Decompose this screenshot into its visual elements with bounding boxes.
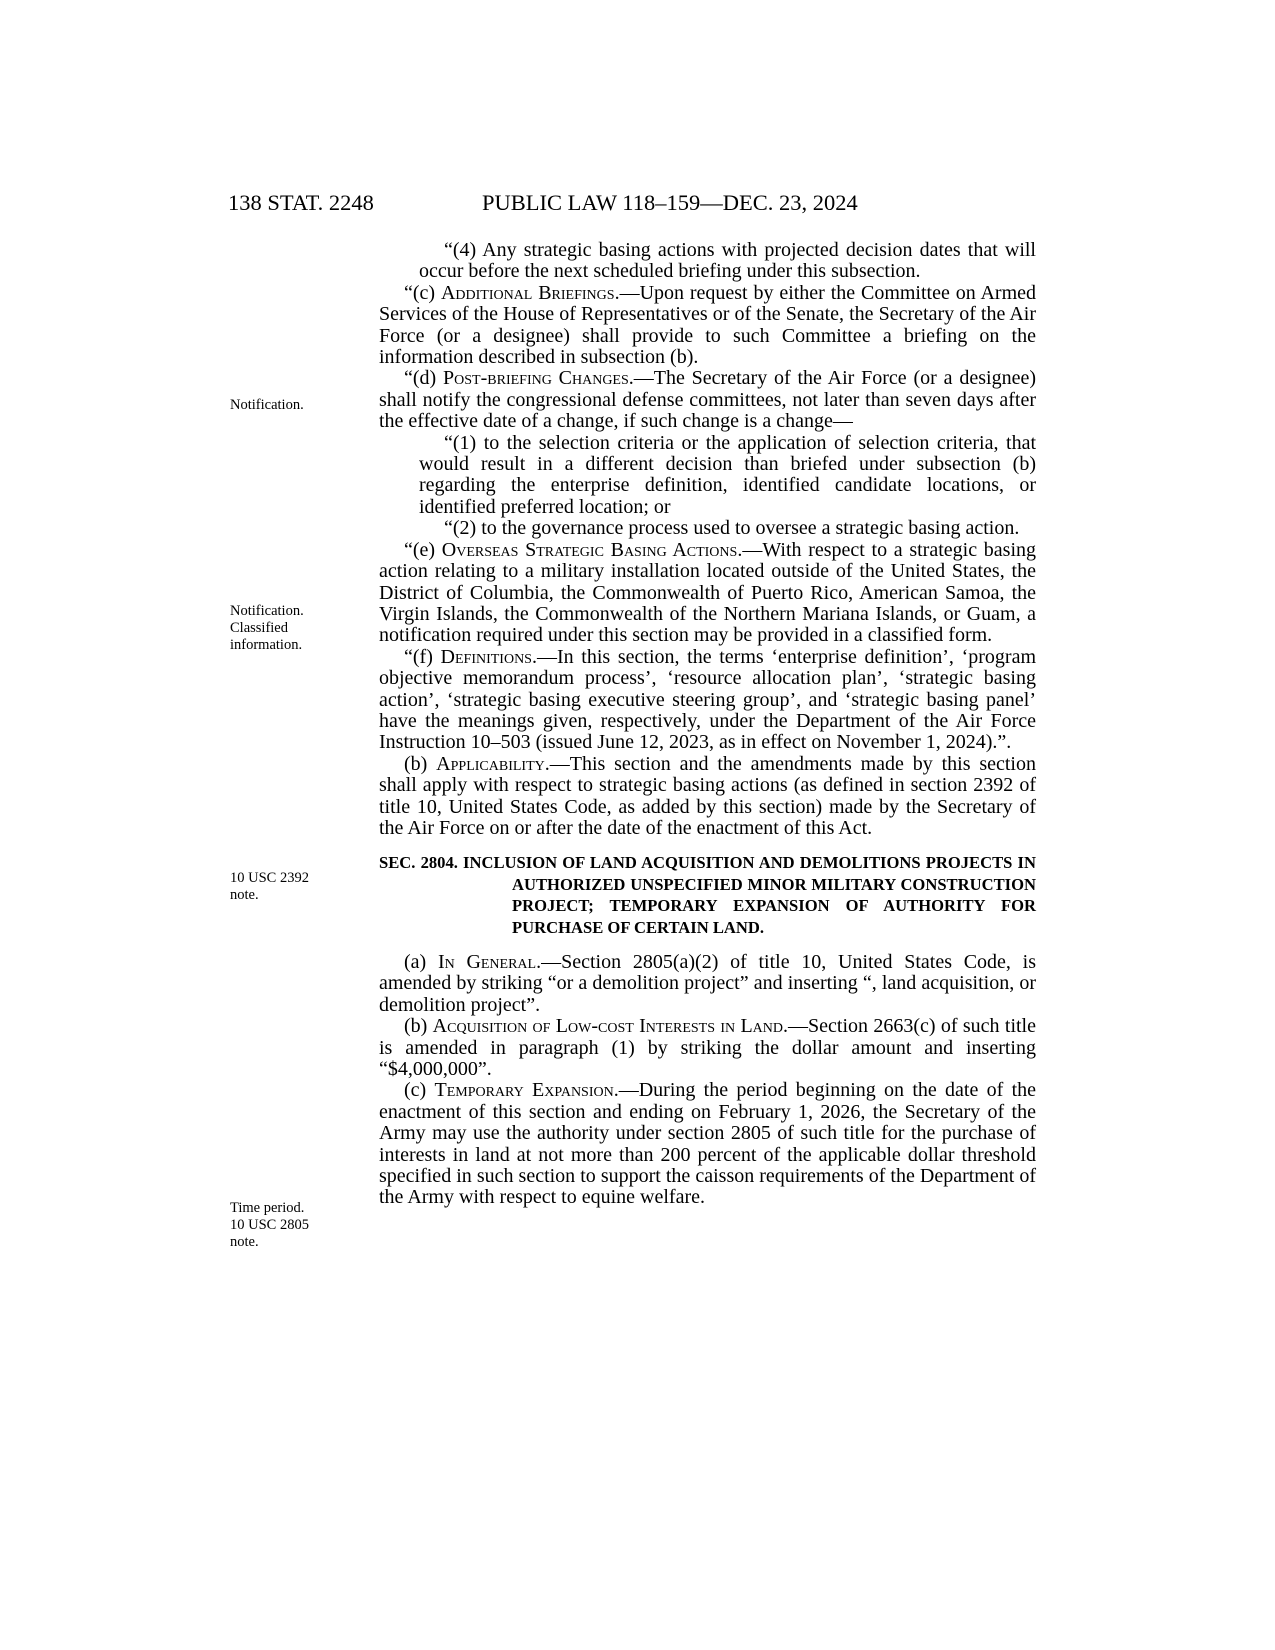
subsection-b-heading: Applicability bbox=[436, 752, 545, 775]
sec-2804-a-text: .—Section 2805(a)(2) of title 10, United States Code, is amended by striking “or a demolition project” and inserting “, land acquisition, or demolition project”. bbox=[379, 951, 1036, 1016]
sec-2804-b-prefix: (b) bbox=[404, 1015, 433, 1038]
sec-2804-a-prefix: (a) bbox=[404, 951, 438, 973]
margin-note-text: 10 USC 2805 bbox=[230, 1217, 309, 1233]
sec-2804-subsection-b bbox=[379, 1016, 1036, 1080]
margin-note-text: note. bbox=[230, 1234, 259, 1250]
subsection-f-text: .—In this section, the terms ‘enterprise definition’, ‘program objective memorandum process’, ‘resource allocation plan’, ‘strategic basing action’, ‘strategic basing executive steering group’, and ‘strategic basing panel’ have the meanings given, respectively, under the Department of the Air Force Instruction 10–503 (issued June 12, 2023, as in effect on November 1, 2024).”. bbox=[379, 645, 1037, 754]
running-title: PUBLIC LAW 118–159—DEC. 23, 2024 bbox=[482, 190, 858, 215]
sec-2804-c-prefix: (c) bbox=[404, 1079, 435, 1102]
margin-note-time-period bbox=[230, 1200, 350, 1251]
subsection-d-prefix: “(d) bbox=[404, 367, 444, 390]
subsection-f-prefix: “(f) bbox=[404, 645, 441, 668]
subsection-e-heading: Overseas Strategic Basing Actions bbox=[441, 538, 738, 561]
subsection-c-prefix: “(c) bbox=[404, 281, 441, 304]
sec-2804-b-text: .—Section 2663(c) of such title is amended in paragraph (1) by striking the dollar amount and inserting “$4,000,000”. bbox=[379, 1015, 1036, 1081]
margin-note-text: information. bbox=[230, 637, 303, 653]
section-2804-heading: SEC. 2804. INCLUSION OF LAND ACQUISITION AND DEMOLITIONS PROJECTS IN AUTHORIZED UNSPECIFIED MINOR MILITARY CONSTRUCTION PROJECT; TEMPORARY EXPANSION OF AUTHORITY FOR PURCHASE OF CERTAIN LAND. bbox=[379, 853, 1036, 937]
sec-2804-c-text: .—During the period beginning on the date of the enactment of this section and ending on February 1, 2026, the Secretary of the Army may use the authority under section 2805 of such title for the purchase of interests in land at not more than 200 percent of the applicable dollar threshold specified in such section to support the caisson requirements of the Department of the Army with respect to equine welfare. bbox=[379, 1079, 1036, 1209]
subsection-b-applicability bbox=[379, 754, 1036, 840]
subsection-f-heading: Definitions bbox=[440, 645, 532, 668]
body-text bbox=[379, 240, 1036, 1209]
sec-2804-a-heading: In General bbox=[437, 951, 537, 973]
margin-note-notification bbox=[230, 397, 350, 414]
paragraph-d2: “(2) to the governance process used to oversee a strategic basing action. bbox=[444, 517, 1020, 540]
margin-note-text: Time period. bbox=[230, 1200, 305, 1216]
subsection-c bbox=[379, 283, 1036, 369]
subsection-f bbox=[379, 647, 1036, 754]
sec-2804-c-heading: Temporary Expansion bbox=[434, 1079, 614, 1102]
paragraph-d1: “(1) to the selection criteria or the application of selection criteria, that would result in a different decision than briefed under subsection (b) regarding the enterprise definition, identified candidate locations, or identified preferred location; or bbox=[419, 431, 1036, 518]
sec-2804-b-heading: Acquisition of Low-cost Interests in Land bbox=[432, 1015, 784, 1038]
margin-note-notification-classified bbox=[230, 603, 350, 654]
margin-note-text: Notification. bbox=[230, 397, 304, 413]
subsection-b-text: .—This section and the amendments made by this section shall apply with respect to strategic basing actions (as defined in section 2392 of title 10, United States Code, as added by this section) made by the Secretary of the Air Force on or after the date of the enactment of this Act. bbox=[379, 752, 1036, 839]
margin-note-text: Classified bbox=[230, 620, 288, 636]
page-header bbox=[228, 190, 1048, 224]
subsection-d-text: .—The Secretary of the Air Force (or a designee) shall notify the congressional defense committees, not later than seven days after the effective date of a change, if such change is a change— bbox=[379, 367, 1036, 433]
margin-note-text: 10 USC 2392 bbox=[230, 870, 309, 886]
subsection-e-prefix: “(e) bbox=[404, 538, 442, 561]
sec-2804-subsection-a bbox=[379, 952, 1036, 1016]
subsection-b-prefix: (b) bbox=[404, 752, 437, 775]
subsection-d bbox=[379, 368, 1036, 432]
subsection-d-heading: Post-briefing Changes bbox=[443, 367, 629, 390]
sec-2804-subsection-c bbox=[379, 1080, 1036, 1208]
statute-page-reference: 138 STAT. 2248 bbox=[228, 190, 374, 215]
subsection-e bbox=[379, 540, 1036, 647]
margin-note-usc-2392 bbox=[230, 870, 350, 904]
paragraph-4: “(4) Any strategic basing actions with projected decision dates that will occur before the next scheduled briefing under this subsection. bbox=[419, 239, 1036, 283]
subsection-e-text: .—With respect to a strategic basing action relating to a military installation located outside of the United States, the District of Columbia, the Commonwealth of Puerto Rico, American Samoa, the Virgin Islands, the Commonwealth of the Northern Mariana Islands, or Guam, a notification required under this section may be provided in a classified form. bbox=[379, 538, 1036, 647]
subsection-c-text: .—Upon request by either the Committee on Armed Services of the House of Representatives or of the Senate, the Secretary of the Air Force (or a designee) shall provide to such Committee a briefing on the information described in subsection (b). bbox=[379, 281, 1036, 369]
margin-note-text: Notification. bbox=[230, 603, 304, 619]
margin-note-text: note. bbox=[230, 887, 259, 903]
subsection-c-heading: Additional Briefings bbox=[440, 281, 615, 304]
